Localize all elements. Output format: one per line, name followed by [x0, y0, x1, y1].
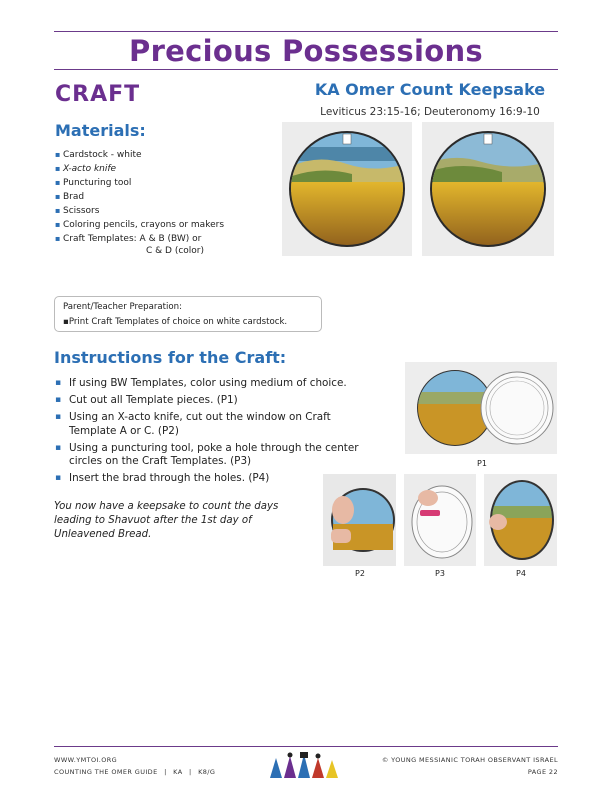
instructions-heading: Instructions for the Craft:	[54, 348, 287, 367]
list-item: ▪ Puncturing tool	[55, 176, 275, 190]
prep-box	[54, 296, 322, 332]
list-item: ▪ Using an X-acto knife, cut out the window on Craft Template A or C. (P2)	[55, 411, 377, 438]
materials-heading: Materials:	[55, 121, 146, 140]
list-item-text: X-acto knife	[63, 164, 117, 174]
materials-continuation: C & D (color)	[146, 246, 204, 256]
header-bottom-rule	[54, 69, 558, 70]
section-label: CRAFT	[55, 82, 141, 107]
step-photo-p4	[484, 474, 557, 566]
list-item: ▪ Cut out all Template pieces. (P1)	[55, 394, 377, 408]
footer-level: KA	[173, 768, 183, 776]
caption-p1: P1	[477, 459, 487, 468]
instructions-list	[55, 377, 377, 489]
list-item: ▪ Coloring pencils, crayons or makers	[55, 218, 275, 232]
footer-separator: |	[164, 768, 167, 776]
footer-guide: COUNTING THE OMER GUIDE	[54, 768, 158, 776]
footer-grade: K8/G	[198, 768, 216, 776]
step-photo-p2	[323, 474, 396, 566]
footer-separator: |	[189, 768, 192, 776]
footer-copyright: © YOUNG MESSIANIC TORAH OBSERVANT ISRAEL	[381, 756, 558, 764]
finished-keepsake-photo-1	[282, 122, 412, 256]
caption-p3: P3	[435, 569, 445, 578]
footer-page-number: PAGE 22	[527, 768, 558, 776]
list-item: ▪ Cardstock - white	[55, 148, 275, 162]
bullet: ▪	[63, 317, 69, 327]
closing-text: You now have a keepsake to count the days leading to Shavuot after the 1st day of Unleavened Bread.	[54, 501, 279, 540]
project-title: KA Omer Count Keepsake	[314, 80, 546, 99]
list-item: ▪ Brad	[55, 190, 275, 204]
prep-title: Parent/Teacher Preparation:	[63, 302, 183, 312]
list-item: ▪ Using a puncturing tool, poke a hole through the center circles on the Craft Templates. (P3)	[55, 442, 377, 469]
finished-keepsake-photo-2	[422, 122, 554, 256]
list-item	[55, 162, 275, 176]
list-item: ▪ Craft Templates: A & B (BW) or	[55, 232, 275, 246]
ymtoi-logo	[268, 750, 348, 780]
list-item: ▪ Scissors	[55, 204, 275, 218]
step-photo-p1	[405, 362, 557, 454]
prep-item-text: Print Craft Templates of choice on white cardstock.	[68, 317, 288, 327]
list-item: ▪ If using BW Templates, color using medium of choice.	[55, 377, 377, 391]
list-item: ▪ Insert the brad through the holes. (P4)	[55, 472, 377, 486]
footer-website: WWW.YMTOI.ORG	[54, 756, 118, 764]
prep-item	[63, 317, 287, 327]
footer-rule	[54, 746, 558, 747]
step-photo-p3	[404, 474, 476, 566]
page-title: Precious Possessions	[129, 34, 483, 68]
materials-list	[55, 148, 275, 246]
footer-guide-line	[54, 768, 215, 776]
header-top-rule	[54, 31, 558, 32]
caption-p4: P4	[516, 569, 526, 578]
scripture-reference: Leviticus 23:15-16; Deuteronomy 16:9-10	[320, 106, 540, 118]
caption-p2: P2	[355, 569, 365, 578]
